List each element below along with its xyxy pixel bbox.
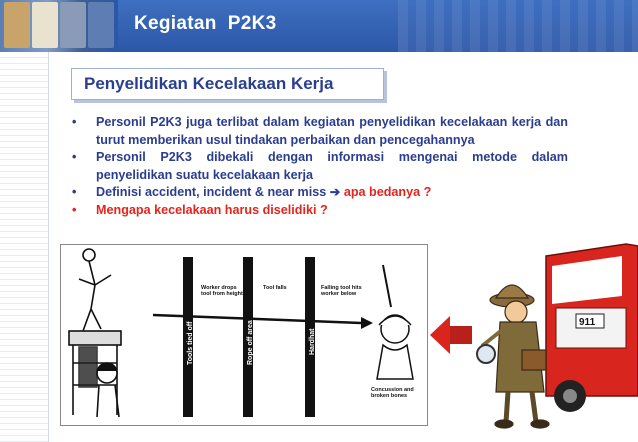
bullet-emphasis: apa bedanya ? [343, 185, 432, 199]
photo-tile-icon [32, 2, 58, 48]
bullet-item [72, 114, 568, 149]
detective-icon [477, 285, 549, 428]
accident-sequence-diagram [60, 244, 428, 426]
caption-tool-falls: Tool falls [263, 285, 287, 291]
photo-tile-icon [88, 2, 114, 48]
page-title: Kegiatan P2K3 [134, 13, 277, 34]
barrier-label-tools-tied-off: Tools tied off [187, 321, 194, 365]
detective-ambulance-illustration [426, 226, 638, 442]
caption-tool-hits: Falling tool hits worker below [321, 285, 362, 297]
section-heading-box [71, 68, 384, 100]
section-title: Penyelidikan Kecelakaan Kerja [84, 74, 334, 93]
red-arrow-icon [430, 316, 472, 354]
bullet-text: Mengapa kecelakaan harus diselidiki ? [96, 202, 328, 217]
photo-tile-icon [60, 2, 86, 48]
barrier-label-hardhat: Hardhat [309, 328, 316, 355]
license-plate: 911 [579, 317, 596, 328]
city-skyline-icon [398, 0, 638, 52]
bullet-item [72, 202, 568, 220]
bullet-text: Definisi accident, incident & near miss [96, 185, 327, 199]
bullet-list [72, 114, 568, 219]
bullet-dot-icon: • [72, 150, 77, 164]
worker-on-scaffold-icon [69, 249, 121, 417]
bullet-text: Personil P2K3 juga terlibat dalam kegiatan penyelidikan kecelakaan kerja dan turut memberikan usul tindakan perbaikan dan pencegahannya [96, 115, 568, 147]
header-banner [0, 0, 638, 52]
bullet-item [72, 184, 568, 202]
bullet-item [72, 149, 568, 184]
header-photo-collage [0, 0, 118, 52]
caption-worker-drops: Worker drops tool from height [201, 285, 243, 297]
bullet-dot-icon: • [72, 115, 77, 129]
bullet-dot-icon: • [72, 185, 77, 199]
injured-worker-icon [377, 265, 413, 379]
barrier-label-rope-off-area: Rope off area [247, 320, 254, 365]
right-arrow-icon: ➔ [329, 185, 341, 199]
outcome-caption: Concussion and broken bones [371, 387, 414, 399]
bullet-text: Personil P2K3 dibekali dengan informasi mengenai metode dalam penyelidikan suatu kecelakaan kerja [96, 150, 568, 182]
bullet-dot-icon: • [72, 202, 77, 217]
ambulance-icon [546, 244, 638, 412]
left-decorative-stripe [0, 52, 49, 442]
photo-tile-icon [4, 2, 30, 48]
